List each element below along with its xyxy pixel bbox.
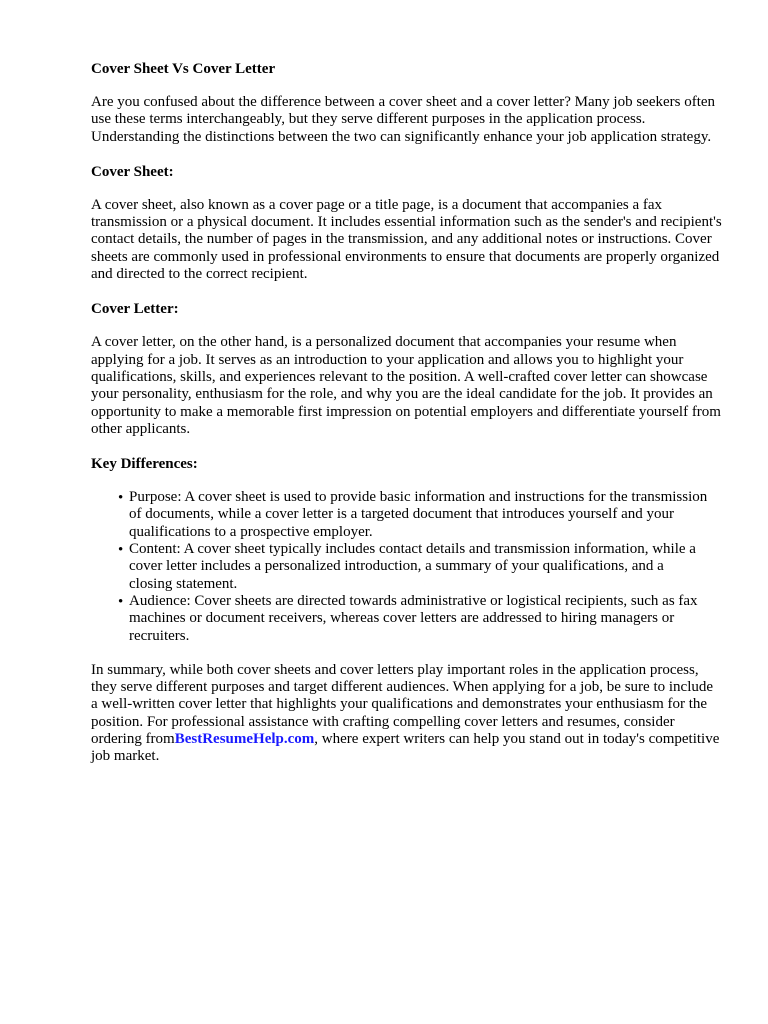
list-item-text: Audience: Cover sheets are directed towards administrative or logistical recipients, such as fax machines or document receivers, whereas cover letters are addressed to hiring managers or recruiters. [129,592,698,644]
cover-sheet-heading: Cover Sheet: [91,163,174,180]
cover-letter-heading: Cover Letter: [91,301,179,318]
cover-letter-paragraph: A cover letter, on the other hand, is a personalized document that accompanies your resume when applying for a job. It serves as an introduction to your application and allows you to highlight your qualifications, skills, and experiences relevant to the position. A well-crafted cover letter can showcase your personality, enthusiasm for the role, and why you are the ideal candidate for the job. It provides an opportunity to make a memorable first impression on potential employers and differentiate yourself from other applicants. [91,334,721,437]
intro-paragraph: Are you confused about the difference between a cover sheet and a cover letter? Many job seekers often use these terms interchangeably, but they serve different purposes in the application process. Understanding the distinctions between the two can significantly enhance your job application strategy. [91,94,716,145]
list-item-text: Purpose: A cover sheet is used to provide basic information and instructions for the transmission of documents, while a cover letter is a targeted document that introduces yourself and your qualifications to a prospective employer. [129,489,708,540]
bullet-icon: • [118,542,124,559]
key-differences-list [91,489,723,645]
list-item-text: Content: A cover sheet typically includes contact details and transmission information, while a cover letter includes a personalized introduction, a summary of your qualifications, and a closing statement. [129,541,696,592]
best-resume-help-link[interactable]: BestResumeHelp.com [174,731,315,748]
summary-paragraph [91,662,723,766]
list-item [118,489,709,541]
document-page [91,60,723,766]
bullet-icon: • [118,593,124,610]
bullet-icon: • [118,490,124,507]
key-differences-heading: Key Differences: [91,456,198,473]
summary-text-before: In summary, while both cover sheets and cover letters play important roles in the application process, they serve different purposes and target different audiences. When applying for a job, be sure to include a well-written cover letter that highlights your qualifications and demonstrates your enthusiasm for the position. For professional assistance with crafting compelling cover letters and resumes, consider ordering from [91,661,714,748]
list-item [118,592,709,645]
summary-text-after: , where expert writers can help you stand out in today's competitive job market. [91,731,720,765]
document-title: Cover Sheet Vs Cover Letter [91,61,276,77]
cover-sheet-paragraph: A cover sheet, also known as a cover page or a title page, is a document that accompanies a fax transmission or a physical document. It includes essential information such as the sender's and recipient's contact details, the number of pages in the transmission, and any additional notes or instructions. Cover sheets are commonly used in professional environments to ensure that documents are properly organized and directed to the correct recipient. [91,196,722,283]
list-item [118,541,709,593]
